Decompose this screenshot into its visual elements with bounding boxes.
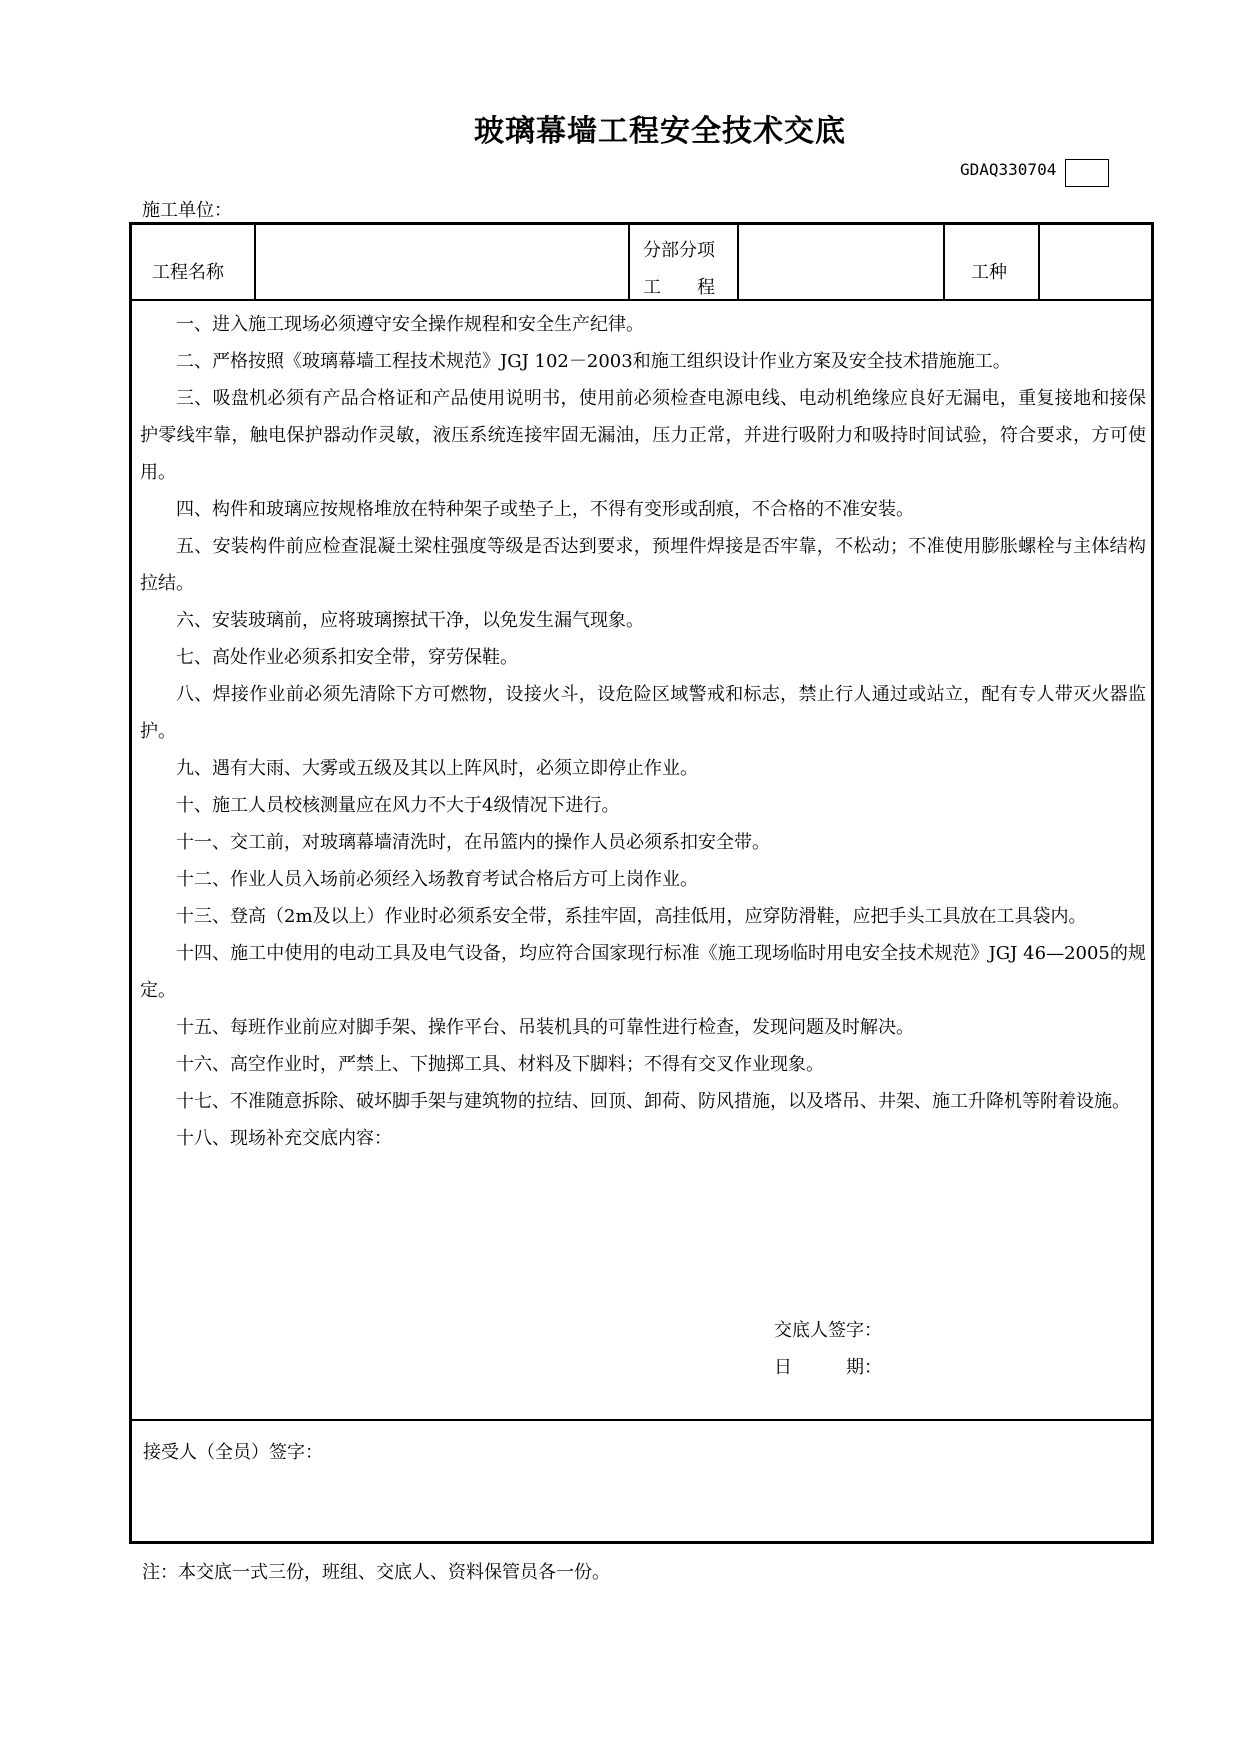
construction-unit-label: 施工单位： [142,200,232,221]
list-item: 十七、不准随意拆除、破坏脚手架与建筑物的拉结、回顶、卸荷、防风措施，以及塔吊、井架、施工升降机等附着设施。 [176,1091,1130,1112]
trade-value[interactable] [1042,229,1147,295]
receiver-row-divider [132,1419,1151,1421]
list-item: 四、构件和玻璃应按规格堆放在特种架子或垫子上，不得有变形或刮痕，不合格的不准安装。 [176,499,914,520]
list-item: 十四、施工中使用的电动工具及电气设备，均应符合国家现行标准《施工现场临时用电安全技术规范》JGJ 46—2005的规定。 [140,943,1146,1001]
subproject-value[interactable] [741,229,939,295]
list-item: 五、安装构件前应检查混凝土梁柱强度等级是否达到要求，预埋件焊接是否牢靠，不松动；不准使用膨胀螺栓与主体结构拉结。 [140,536,1146,594]
footer-note: 注：本交底一式三份，班组、交底人、资料保管员各一份。 [142,1562,610,1583]
list-item: 三、吸盘机必须有产品合格证和产品使用说明书，使用前必须检查电源电线、电动机绝缘应良好无漏电，重复接地和接保护零线牢靠，触电保护器动作灵敏，液压系统连接牢固无漏油，压力正常，并进行吸附力和吸持时间试验，符合要求，方可使用。 [140,388,1146,483]
trade-label: 工种 [971,262,1007,283]
header-col-divider-1 [254,225,256,299]
subproject-label-line2: 工 程 [643,277,715,298]
subproject-label-line1: 分部分项 [643,240,715,261]
header-row-divider [132,299,1151,301]
list-item: 二、严格按照《玻璃幕墙工程技术规范》JGJ 102－2003和施工组织设计作业方案及安全技术措施施工。 [176,351,1011,372]
header-col-divider-4 [943,225,945,299]
disclosure-items [140,306,1146,1157]
header-col-divider-2 [628,225,630,299]
form-code: GDAQ330704 [960,160,1057,179]
receiver-signature-label: 接受人（全员）签字： [143,1442,323,1463]
document-title: 玻璃幕墙工程安全技术交底 [474,114,846,149]
list-item: 十五、每班作业前应对脚手架、操作平台、吊装机具的可靠性进行检查，发现问题及时解决。 [176,1017,914,1038]
form-code-box[interactable] [1065,159,1109,187]
list-item: 十八、现场补充交底内容： [176,1128,392,1149]
project-name-value[interactable] [258,229,624,295]
header-col-divider-3 [737,225,739,299]
list-item: 十一、交工前，对玻璃幕墙清洗时，在吊篮内的操作人员必须系扣安全带。 [176,832,770,853]
discloser-signature-label: 交底人签字： [774,1320,882,1341]
list-item: 十、施工人员校核测量应在风力不大于4级情况下进行。 [176,795,620,816]
header-col-divider-5 [1038,225,1040,299]
list-item: 十六、高空作业时，严禁上、下抛掷工具、材料及下脚料；不得有交叉作业现象。 [176,1054,824,1075]
date-label: 日 期： [774,1357,882,1378]
list-item: 六、安装玻璃前，应将玻璃擦拭干净，以免发生漏气现象。 [176,610,644,631]
list-item: 九、遇有大雨、大雾或五级及其以上阵风时，必须立即停止作业。 [176,758,698,779]
list-item: 十二、作业人员入场前必须经入场教育考试合格后方可上岗作业。 [176,869,698,890]
list-item: 十三、登高（2m及以上）作业时必须系安全带，系挂牢固，高挂低用，应穿防滑鞋，应把手头工具放在工具袋内。 [176,906,1087,927]
list-item: 七、高处作业必须系扣安全带，穿劳保鞋。 [176,647,518,668]
project-name-label: 工程名称 [152,262,224,283]
list-item: 八、焊接作业前必须先清除下方可燃物，设接火斗，设危险区域警戒和标志，禁止行人通过或站立，配有专人带灭火器监护。 [140,684,1146,742]
list-item: 一、进入施工现场必须遵守安全操作规程和安全生产纪律。 [176,314,644,335]
